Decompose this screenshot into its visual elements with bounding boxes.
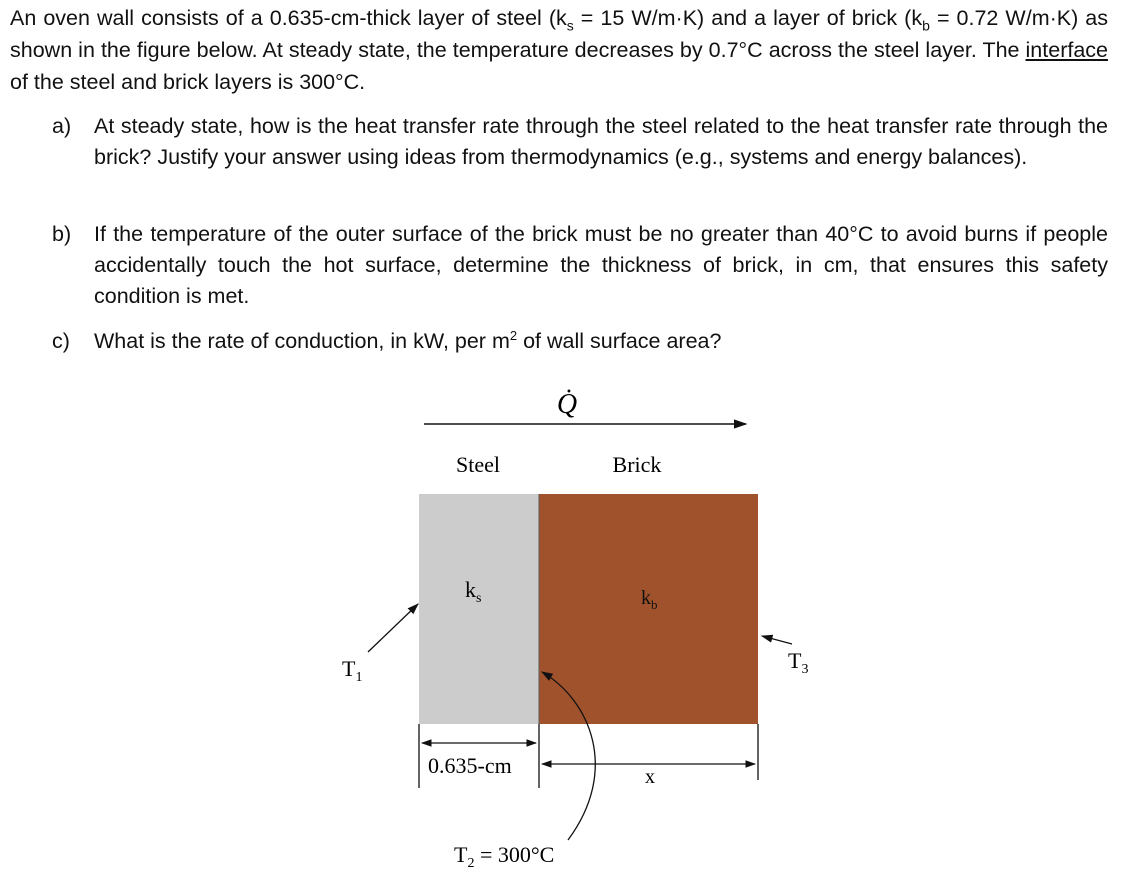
question-label: b) bbox=[52, 222, 72, 246]
question-label: a) bbox=[52, 114, 72, 138]
steel-layer bbox=[419, 494, 539, 724]
kb-label: $k_b$ bbox=[641, 587, 658, 612]
question-text: If the temperature of the outer surface of the brick must be no greater than 40°C to avoid burns if people accidentally touch the hot surface, determine the thickness of brick, in cm, that ensures this safety condition is met. bbox=[94, 222, 1108, 308]
brick-label: Brick bbox=[612, 452, 662, 477]
question-text: At steady state, how is the heat transfer rate through the steel related to the heat transfer rate through the brick? Justify your answer using ideas from thermodynamics (e.g., systems and energy balances). bbox=[94, 114, 1108, 169]
question-b bbox=[52, 219, 1108, 312]
ks-label: $k_s$ bbox=[465, 577, 482, 606]
heat-rate-label: Q̇ bbox=[556, 389, 578, 420]
t1-label: $T_1$ bbox=[342, 656, 363, 685]
t1-arrow bbox=[368, 604, 418, 652]
brick-thickness-label: x bbox=[645, 766, 655, 788]
interface-word: interface bbox=[1025, 38, 1108, 62]
question-text: What is the rate of conduction, in kW, per $m^2$ of wall surface area? bbox=[94, 327, 722, 353]
brick-layer bbox=[539, 494, 758, 724]
ks-subscript: s bbox=[566, 17, 574, 34]
steel-thickness-label: 0.635-cm bbox=[428, 753, 512, 778]
intro-part-b: = 15 W/m·K) and a layer of brick (k bbox=[573, 6, 923, 30]
question-c bbox=[52, 326, 1108, 357]
steel-label: Steel bbox=[456, 452, 500, 477]
question-label: c) bbox=[52, 329, 70, 353]
t3-arrow bbox=[762, 636, 792, 644]
t3-label: $T_3$ bbox=[788, 648, 809, 677]
problem-statement bbox=[10, 2, 1108, 98]
intro-part-d: of the steel and brick layers is 300°C. bbox=[10, 70, 366, 94]
intro-part-c: = 0.72 W/m·K) as shown in the figure below. At steady state, the temperature decreases by 0.7°C across the steel layer. The bbox=[10, 6, 1109, 62]
kb-subscript: b bbox=[922, 17, 930, 34]
wall-figure bbox=[0, 370, 1128, 879]
intro-part-a: An oven wall consists of a 0.635-cm-thick layer of steel (k bbox=[10, 6, 567, 30]
t2-label: $T_2 = 300^\circ C$ bbox=[454, 842, 555, 871]
question-a bbox=[52, 111, 1108, 173]
